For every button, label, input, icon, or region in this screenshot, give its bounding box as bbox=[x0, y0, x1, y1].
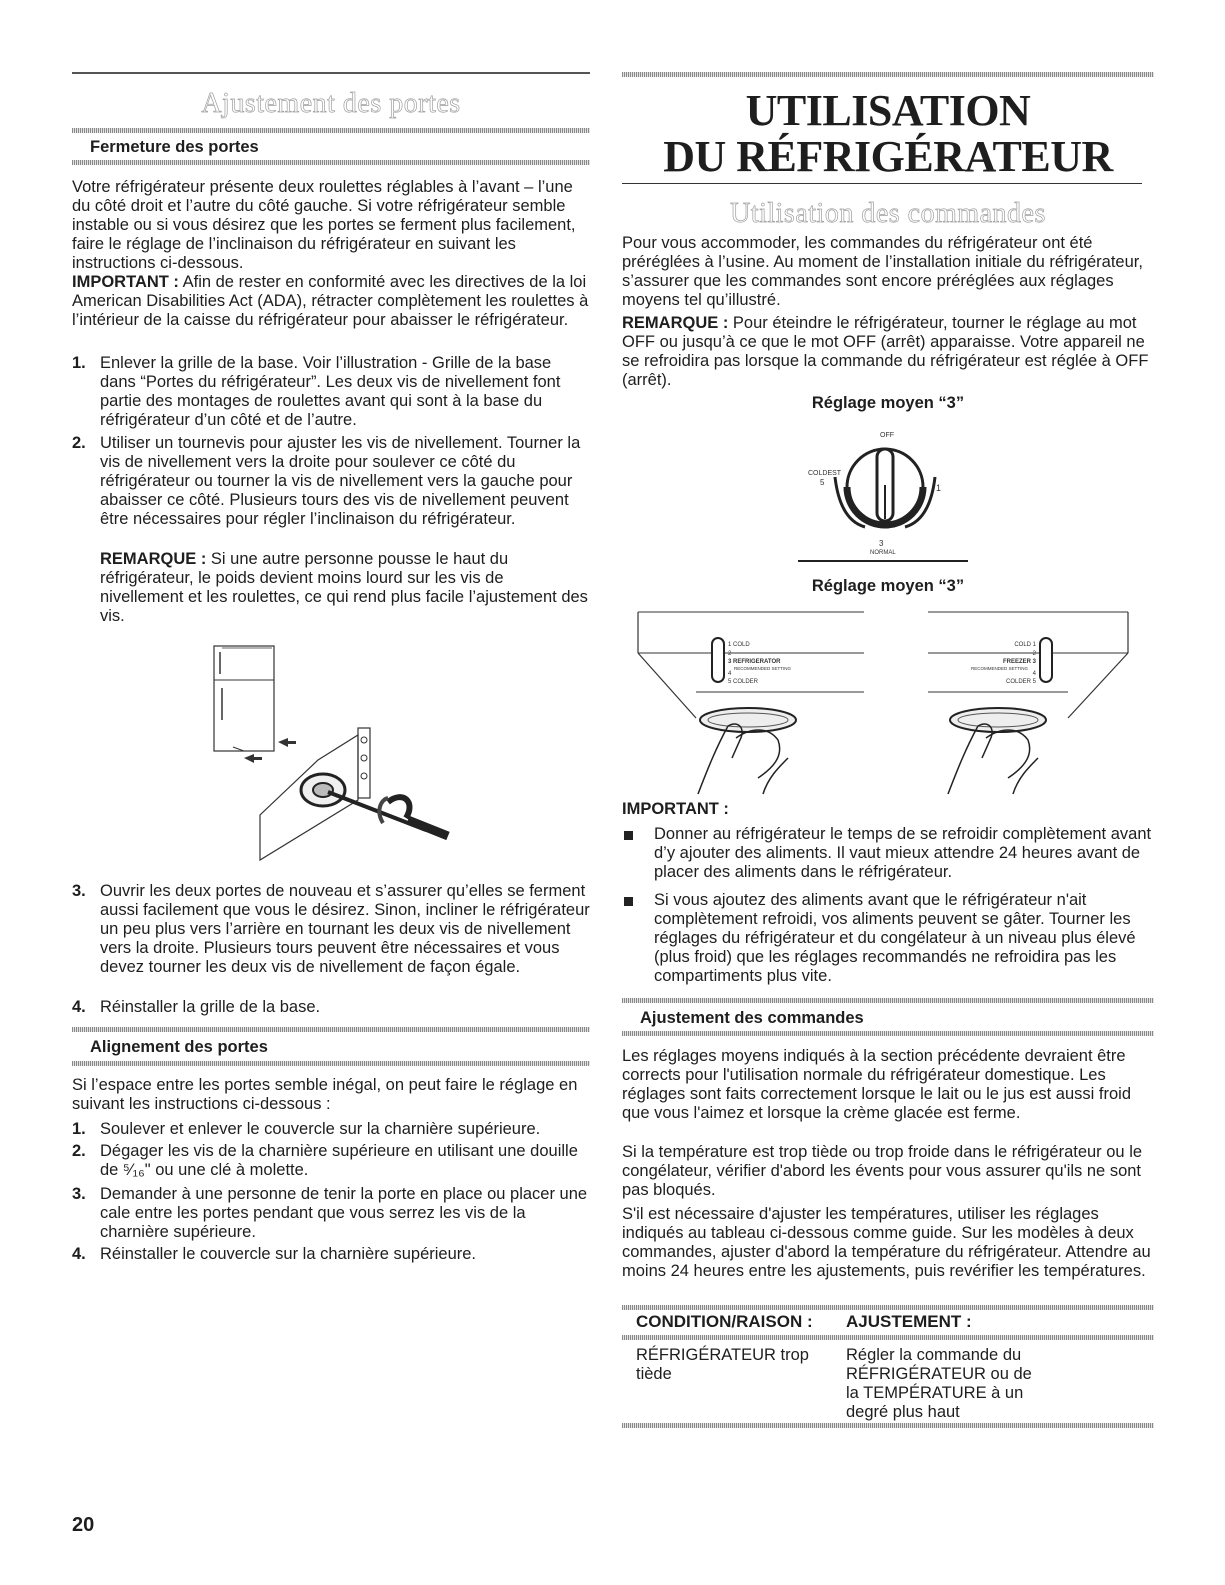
divider bbox=[622, 1031, 1154, 1036]
step-number: 3. bbox=[72, 1185, 86, 1203]
step-number: 2. bbox=[72, 1142, 86, 1160]
control-dial-illustration bbox=[790, 425, 980, 565]
caption-setting-panel: Réglage moyen “3” bbox=[811, 577, 965, 595]
dial-three-label: 3 bbox=[879, 539, 884, 548]
svg-text:4: 4 bbox=[1032, 671, 1036, 677]
svg-text:COLD 1: COLD 1 bbox=[1014, 642, 1036, 648]
paragraph-settings: Les réglages moyens indiqués à la section précédente devraient être corrects pour l'utilisation normale du réfrigérateur domestique. Les réglages sont faits correctement lorsque le lait ou le jus est aussi froid que vous l'aimez et lorsque la crème glacée est ferme. bbox=[622, 1047, 1132, 1122]
svg-text:4: 4 bbox=[728, 671, 732, 677]
important-heading: IMPORTANT : bbox=[622, 800, 729, 818]
important-text: Afin de rester en conformité avec les directives de la loi American Disabilities Act (ADA), rétracter complètement les roulettes à l’intérieur de la caisse du réfrigérateur pour abaisser le réfrigérateur. bbox=[72, 273, 589, 329]
bullet-text: Si vous ajoutez des aliments avant que le réfrigérateur n'ait complètement refroidi, vos aliments peuvent se gâter. Tourner les réglages du réfrigérateur et du congélateur à un niveau plus élevé (plus froid) que les réglages recommandés ne refroidira pas les compartiments plus vite. bbox=[654, 891, 1136, 985]
important-label: IMPORTANT : bbox=[72, 273, 179, 291]
paragraph-controls-intro: Pour vous accommoder, les commandes du réfrigérateur ont été préréglées à l’usine. Au moment de l’installation initiale du réfrigérateur, s’assurer que les commandes sont encore préréglées aux réglages moyens tel qu’illustré. bbox=[622, 234, 1143, 309]
page-number: 20 bbox=[72, 1514, 95, 1536]
subheading-door-closing: Fermeture des portes bbox=[90, 138, 259, 156]
divider bbox=[72, 1061, 590, 1066]
step-text: Soulever et enlever le couvercle sur la charnière supérieure. bbox=[100, 1120, 541, 1138]
freezer-control-panel bbox=[928, 612, 1128, 794]
chapter-rule bbox=[622, 183, 1142, 184]
svg-text:RECOMMENDED SETTING: RECOMMENDED SETTING bbox=[734, 666, 792, 671]
subheading-door-alignment: Alignement des portes bbox=[90, 1038, 268, 1056]
step-text: Enlever la grille de la base. Voir l’illustration - Grille de la base dans “Portes du réfrigérateur”. Les deux vis de nivellement font partie des montages de roulettes avant qui sont à la base du réfrigérateur d’un côté et de l’autre. bbox=[100, 354, 561, 429]
step-number: 1. bbox=[72, 354, 86, 372]
svg-text:FREEZER 3: FREEZER 3 bbox=[1002, 659, 1036, 665]
paragraph-important bbox=[72, 273, 590, 330]
step-text: Demander à une personne de tenir la porte en place ou placer une cale entre les portes pendant que vous serrez les vis de la charnière supérieure. bbox=[100, 1185, 588, 1241]
table-header-rule bbox=[622, 1335, 1154, 1340]
remarque-label: REMARQUE : bbox=[622, 314, 729, 332]
table-header-adjustment: AJUSTEMENT : bbox=[846, 1312, 972, 1331]
divider bbox=[72, 128, 590, 133]
paragraph-adjust: S'il est nécessaire d'ajuster les températures, utiliser les réglages indiqués au tableau ci-dessous comme guide. Sur les modèles à deux commandes, ajuster d'abord la température du réfrigérateur. Attendre au moins 24 heures entre les ajustements, puis revérifier les températures. bbox=[622, 1205, 1151, 1280]
table-cell-adjustment: Régler la commande du RÉFRIGÉRATEUR ou de la TEMPÉRATURE à un degré plus haut bbox=[846, 1346, 1032, 1421]
dial-one-label: 1 bbox=[936, 483, 942, 493]
control-panels-illustration bbox=[628, 608, 1144, 796]
dial-off-label: OFF bbox=[880, 432, 894, 439]
leveling-screw-illustration bbox=[208, 640, 458, 865]
caption-setting-dial: Réglage moyen “3” bbox=[811, 394, 965, 412]
step-text: Utiliser un tournevis pour ajuster les vis de nivellement. Tourner la vis de nivellement vers la droite pour soulever ce côté du réfrigérateur ou tourner la vis de nivellement vers la gauche pour abaisser ce côté. Plusieurs tours des vis de nivellement peuvent être nécessaires pour régler l’inclinaison du réfrigérateur. bbox=[100, 434, 581, 528]
divider bbox=[72, 1027, 590, 1032]
svg-text:1 COLD: 1 COLD bbox=[728, 642, 750, 648]
table-header-condition: CONDITION/RAISON : bbox=[636, 1312, 813, 1331]
svg-text:3 REFRIGERATOR: 3 REFRIGERATOR bbox=[728, 659, 781, 665]
svg-text:5 COLDER: 5 COLDER bbox=[728, 679, 759, 685]
subheading-controls-adjustment: Ajustement des commandes bbox=[640, 1009, 864, 1027]
paragraph-vents: Si la température est trop tiède ou trop froide dans le réfrigérateur ou le congélateur, vérifier d'abord les évents pour vous assurer qu'ils ne sont pas bloqués. bbox=[622, 1143, 1143, 1199]
table-bottom-rule bbox=[622, 1423, 1154, 1428]
step-number: 3. bbox=[72, 882, 86, 900]
step-text: Réinstaller la grille de la base. bbox=[100, 998, 321, 1016]
section-title-door-adjustment: Ajustement des portes bbox=[201, 88, 461, 119]
svg-text:2: 2 bbox=[728, 651, 732, 657]
step-number: 1. bbox=[72, 1120, 86, 1138]
step-text: Réinstaller le couvercle sur la charnière supérieure. bbox=[100, 1245, 477, 1263]
bullet bbox=[624, 831, 633, 840]
step-number: 4. bbox=[72, 998, 86, 1016]
paragraph-intro: Votre réfrigérateur présente deux roulettes réglables à l’avant – l’une du côté droit et l’autre du côté gauche. Si votre réfrigérateur semble instable ou si vous désirez que les portes se ferment plus facilement, faire le réglage de l’inclinaison du réfrigérateur en suivant les instructions ci-dessous. bbox=[72, 178, 576, 272]
dial-normal-label: NORMAL bbox=[870, 550, 896, 556]
dial-five-label: 5 bbox=[820, 478, 825, 487]
bullet bbox=[624, 897, 633, 906]
table-cell-condition: RÉFRIGÉRATEUR trop tiède bbox=[636, 1346, 809, 1383]
paragraph-alignment: Si l’espace entre les portes semble inégal, on peut faire le réglage en suivant les instructions ci-dessous : bbox=[72, 1076, 578, 1113]
remarque-label: REMARQUE : bbox=[100, 550, 207, 568]
divider bbox=[72, 160, 590, 165]
refrigerator-control-panel bbox=[638, 612, 864, 794]
svg-text:RECOMMENDED SETTING: RECOMMENDED SETTING bbox=[970, 666, 1028, 671]
step-number: 4. bbox=[72, 1245, 86, 1263]
left-top-rule bbox=[72, 72, 590, 74]
paragraph-remarque bbox=[100, 550, 590, 626]
paragraph-remarque-off bbox=[622, 314, 1154, 390]
table-top-rule bbox=[622, 1305, 1154, 1310]
remarque-text: Si une autre personne pousse le haut du réfrigérateur, le poids devient moins lourd sur les vis de nivellement et les roulettes, ce qui rend plus facile l’ajustement des vis. bbox=[100, 550, 588, 625]
section-title-controls: Utilisation des commandes bbox=[730, 198, 1046, 229]
bullet-text: Donner au réfrigérateur le temps de se refroidir complètement avant d’y ajouter des aliments. Il vaut mieux attendre 24 heures avant de placer des aliments dans le réfrigérateur. bbox=[654, 825, 1152, 881]
step-text: Ouvrir les deux portes de nouveau et s’assurer qu’elles se ferment aussi facilement que vous le désirez. Sinon, incliner le réfrigérateur un peu plus vers l’arrière en tournant les deux vis de nivellement vers la droite. Plusieurs tours peuvent être nécessaires et vous devez tourner les deux vis de nivellement de façon égale. bbox=[100, 882, 590, 976]
chapter-title-line1: UTILISATION bbox=[745, 86, 1031, 135]
svg-text:2: 2 bbox=[1032, 651, 1036, 657]
step-text: Dégager les vis de la charnière supérieure en utilisant une douille de ⁵⁄₁₆" ou une clé à molette. bbox=[100, 1142, 578, 1179]
chapter-title-line2: DU RÉFRIGÉRATEUR bbox=[663, 132, 1113, 181]
dial-coldest-label: COLDEST bbox=[808, 470, 842, 477]
divider bbox=[622, 998, 1154, 1003]
remarque-text: Pour éteindre le réfrigérateur, tourner le réglage au mot OFF ou jusqu’à ce que le mot OFF (arrêt) apparaisse. Votre appareil ne se refroidira pas lorsque la commande du réfrigérateur est réglée à OFF (arrêt). bbox=[622, 314, 1149, 389]
svg-text:COLDER 5: COLDER 5 bbox=[1005, 679, 1036, 685]
right-top-rule bbox=[622, 72, 1154, 77]
step-number: 2. bbox=[72, 434, 86, 452]
